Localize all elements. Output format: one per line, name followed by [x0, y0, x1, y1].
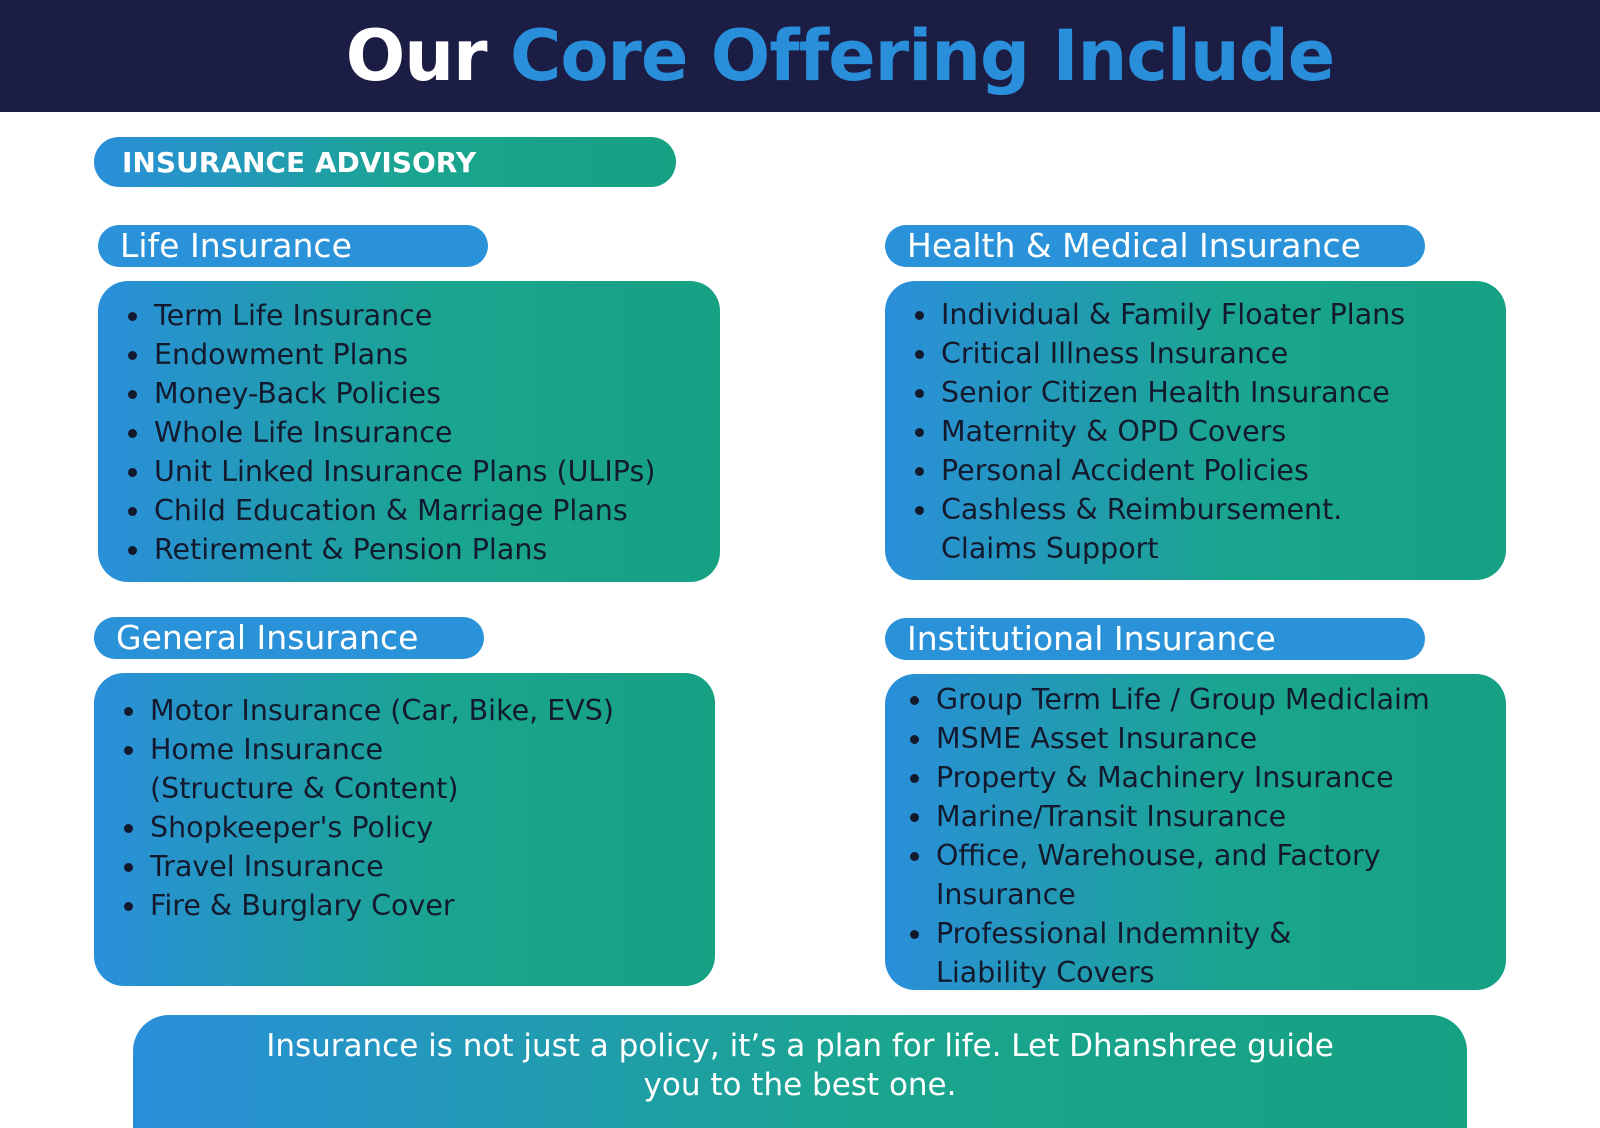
list-item: Professional Indemnity &: [910, 914, 1506, 953]
list-item: Cashless & Reimbursement.: [915, 490, 1506, 529]
insurance-advisory-label: INSURANCE ADVISORY: [94, 137, 676, 187]
institutional-insurance-box: [885, 674, 1506, 990]
health-insurance-heading: Health & Medical Insurance: [885, 225, 1425, 267]
list-item: Maternity & OPD Covers: [915, 412, 1506, 451]
list-item: Individual & Family Floater Plans: [915, 295, 1506, 334]
life-insurance-list: [128, 296, 720, 569]
general-insurance-heading: General Insurance: [94, 617, 484, 659]
list-item: Term Life Insurance: [128, 296, 720, 335]
list-item: Shopkeeper's Policy: [124, 808, 715, 847]
health-insurance-box: [885, 281, 1506, 580]
page-title: [266, 15, 1335, 97]
list-item: Retirement & Pension Plans: [128, 530, 720, 569]
list-item: Property & Machinery Insurance: [910, 758, 1506, 797]
title-part-core: Core Offering Include: [509, 15, 1335, 97]
list-item: Child Education & Marriage Plans: [128, 491, 720, 530]
list-item: Whole Life Insurance: [128, 413, 720, 452]
tagline-line-1: Insurance is not just a policy, it’s a plan for life. Let Dhanshree guide: [266, 1028, 1334, 1064]
list-item: Senior Citizen Health Insurance: [915, 373, 1506, 412]
general-insurance-box: [94, 673, 715, 986]
tagline-line-2: you to the best one.: [643, 1067, 957, 1103]
general-insurance-list: [124, 691, 715, 925]
list-item: Unit Linked Insurance Plans (ULIPs): [128, 452, 720, 491]
list-item: Travel Insurance: [124, 847, 715, 886]
title-part-our: Our: [345, 15, 487, 97]
institutional-insurance-heading: Institutional Insurance: [885, 618, 1425, 660]
institutional-insurance-list: [910, 680, 1506, 990]
list-item: Critical Illness Insurance: [915, 334, 1506, 373]
life-insurance-heading: Life Insurance: [98, 225, 488, 267]
list-item: Motor Insurance (Car, Bike, EVS): [124, 691, 715, 730]
life-insurance-box: [98, 281, 720, 582]
list-item-continued: (Structure & Content): [150, 772, 459, 805]
list-item: Money-Back Policies: [128, 374, 720, 413]
list-item-continued: Claims Support: [941, 532, 1159, 565]
list-item: Fire & Burglary Cover: [124, 886, 715, 925]
health-insurance-list: [915, 295, 1506, 568]
list-item: Home Insurance: [124, 730, 715, 769]
list-item: Office, Warehouse, and Factory: [910, 836, 1506, 875]
list-item: MSME Asset Insurance: [910, 719, 1506, 758]
list-item: Group Term Life / Group Mediclaim: [910, 680, 1506, 719]
list-item-continued: Liability Covers: [936, 956, 1155, 989]
list-item: Personal Accident Policies: [915, 451, 1506, 490]
header-banner: [0, 0, 1600, 112]
list-item-continued: Insurance: [936, 878, 1076, 911]
list-item: Endowment Plans: [128, 335, 720, 374]
footer-tagline: [133, 1015, 1467, 1128]
list-item: Marine/Transit Insurance: [910, 797, 1506, 836]
